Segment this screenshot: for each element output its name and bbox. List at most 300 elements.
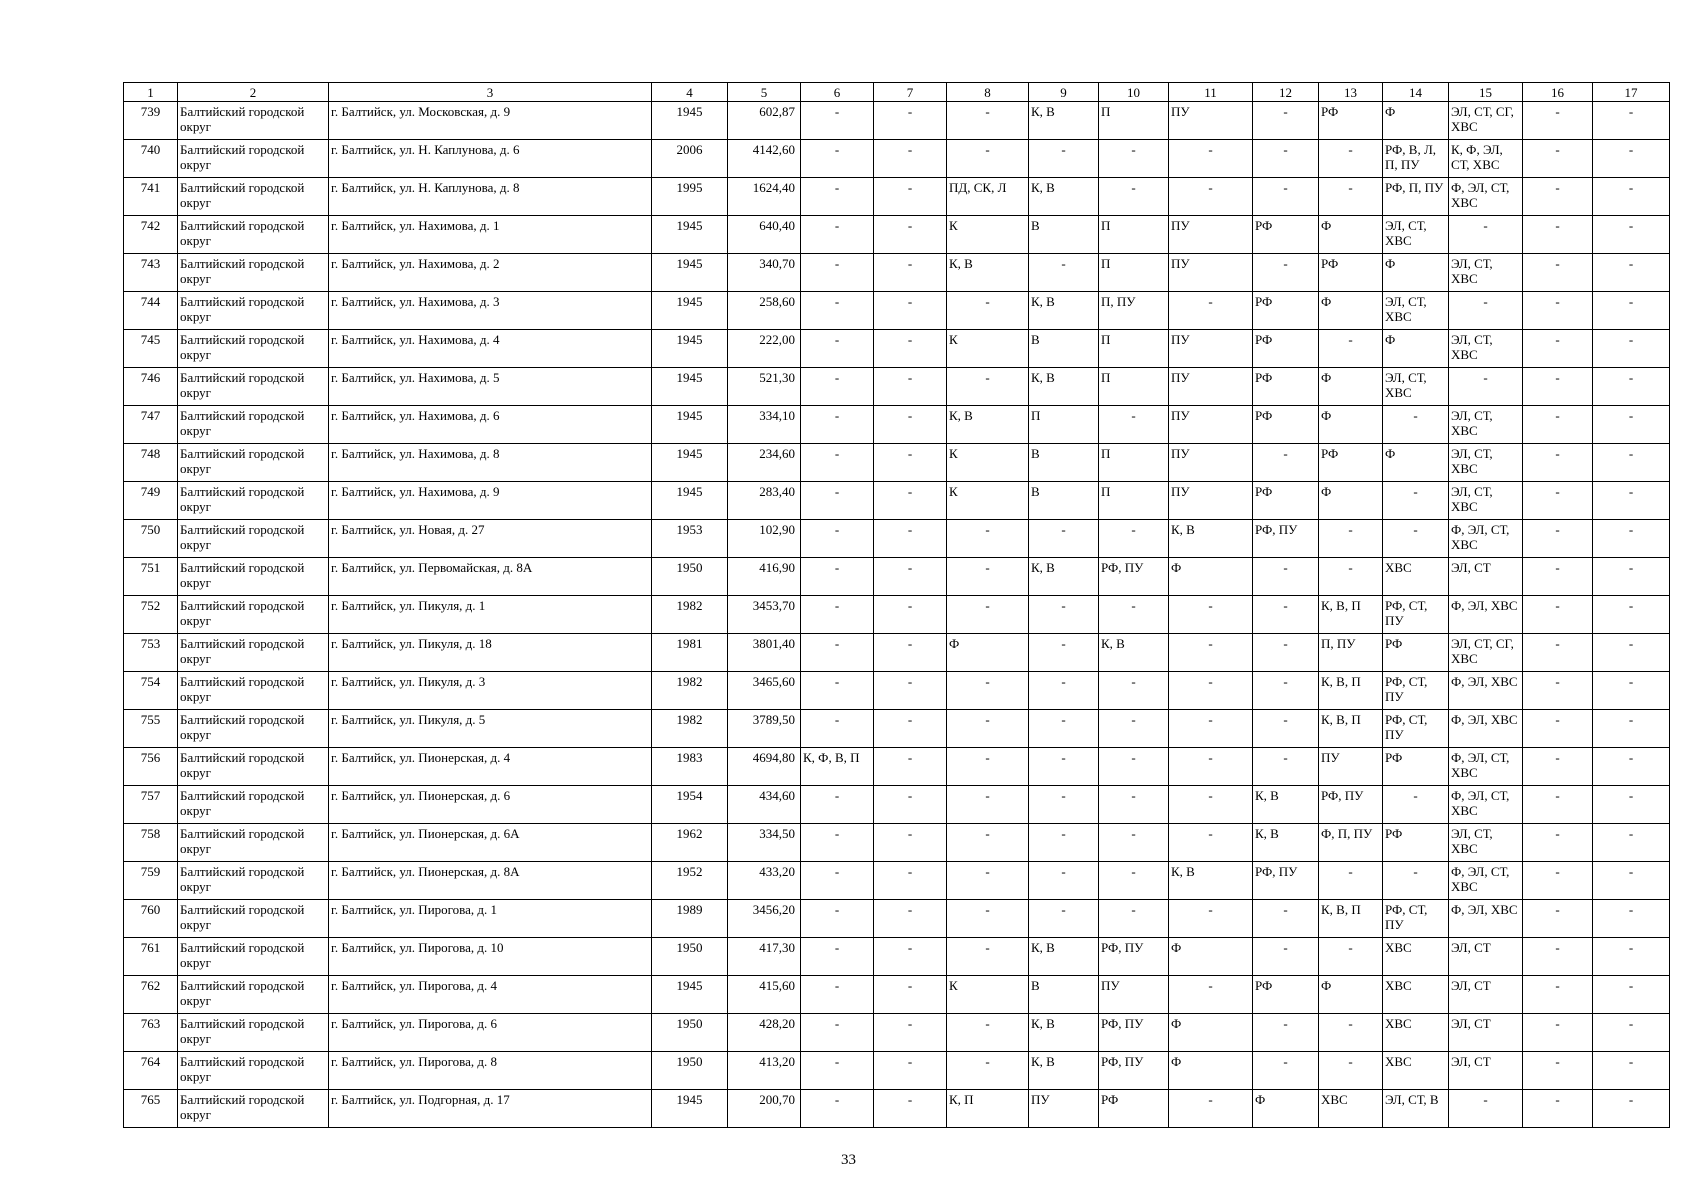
table-cell: - (801, 292, 874, 330)
table-cell: ХВС (1383, 938, 1449, 976)
table-cell: - (1523, 786, 1593, 824)
table-cell: - (1383, 482, 1449, 520)
table-cell: - (1169, 976, 1253, 1014)
table-cell: - (1523, 444, 1593, 482)
table-cell: - (947, 368, 1029, 406)
table-cell: 758 (124, 824, 178, 862)
table-cell: 1982 (652, 710, 728, 748)
table-cell: П (1029, 406, 1099, 444)
table-cell: - (1099, 900, 1169, 938)
table-cell: - (874, 330, 947, 368)
table-cell: - (801, 976, 874, 1014)
table-row (124, 254, 1670, 292)
table-cell: Ф (1319, 976, 1383, 1014)
table-cell: г. Балтийск, ул. Нахимова, д. 3 (329, 292, 652, 330)
table-cell: - (1523, 140, 1593, 178)
table-cell: - (1523, 862, 1593, 900)
table-cell: ЭЛ, СТ (1449, 1052, 1523, 1090)
table-row (124, 368, 1670, 406)
table-cell: Ф (1383, 330, 1449, 368)
table-cell: ЭЛ, СТ, ХВС (1383, 368, 1449, 406)
table-cell: - (1523, 824, 1593, 862)
table-cell: - (1593, 1052, 1670, 1090)
table-row (124, 862, 1670, 900)
table-cell: - (874, 482, 947, 520)
table-cell: - (1253, 102, 1319, 140)
table-cell: ЭЛ, СТ, СГ, ХВС (1449, 102, 1523, 140)
table-cell: - (1253, 140, 1319, 178)
table-cell: Балтийский городской округ (178, 330, 329, 368)
table-cell: РФ, ПУ (1099, 558, 1169, 596)
table-cell: г. Балтийск, ул. Нахимова, д. 9 (329, 482, 652, 520)
table-cell: - (1523, 102, 1593, 140)
table-cell: 1945 (652, 444, 728, 482)
table-cell: - (1029, 900, 1099, 938)
table-cell: 747 (124, 406, 178, 444)
table-cell: - (874, 710, 947, 748)
table-cell: - (801, 102, 874, 140)
table-row (124, 938, 1670, 976)
table-cell: К, В (1029, 102, 1099, 140)
table-cell: 750 (124, 520, 178, 558)
table-cell: - (1593, 558, 1670, 596)
table-cell: - (947, 786, 1029, 824)
table-cell: 1624,40 (728, 178, 801, 216)
table-cell: - (874, 178, 947, 216)
table-cell: - (1593, 102, 1670, 140)
table-cell: - (1253, 558, 1319, 596)
table-cell: - (1319, 140, 1383, 178)
table-cell: РФ, СТ, ПУ (1383, 900, 1449, 938)
table-cell: - (1449, 292, 1523, 330)
table-cell: 761 (124, 938, 178, 976)
table-cell: - (1029, 710, 1099, 748)
table-cell: - (1593, 672, 1670, 710)
table-cell: - (1029, 862, 1099, 900)
table-cell: - (1593, 292, 1670, 330)
table-cell: - (1029, 634, 1099, 672)
table-cell: 1950 (652, 1014, 728, 1052)
table-cell: - (1593, 482, 1670, 520)
table-cell: г. Балтийск, ул. Нахимова, д. 4 (329, 330, 652, 368)
table-cell: 757 (124, 786, 178, 824)
table-cell: 749 (124, 482, 178, 520)
table-cell: - (1383, 406, 1449, 444)
table-cell: РФ (1253, 406, 1319, 444)
table-cell: Ф (1383, 444, 1449, 482)
table-cell: 1950 (652, 558, 728, 596)
table-cell: Ф, ЭЛ, ХВС (1449, 596, 1523, 634)
table-cell: Балтийский городской округ (178, 900, 329, 938)
table-cell: 765 (124, 1090, 178, 1128)
table-cell: - (801, 178, 874, 216)
table-cell: В (1029, 444, 1099, 482)
table-cell: - (1099, 824, 1169, 862)
table-cell: г. Балтийск, ул. Нахимова, д. 5 (329, 368, 652, 406)
table-cell: - (1593, 254, 1670, 292)
table-cell: - (1099, 862, 1169, 900)
table-cell: - (1523, 406, 1593, 444)
column-number: 6 (801, 83, 874, 102)
table-cell: - (801, 900, 874, 938)
table-cell: Ф, ЭЛ, СТ, ХВС (1449, 748, 1523, 786)
table-cell: - (947, 520, 1029, 558)
table-cell: РФ (1383, 634, 1449, 672)
table-cell: ПУ (1169, 406, 1253, 444)
table-cell: 1945 (652, 330, 728, 368)
table-cell: - (801, 710, 874, 748)
table-cell: 1950 (652, 938, 728, 976)
table-cell: - (801, 444, 874, 482)
table-cell: - (1029, 824, 1099, 862)
table-cell: - (801, 1052, 874, 1090)
table-cell: - (1253, 672, 1319, 710)
table-cell: - (1449, 1090, 1523, 1128)
table-cell: РФ (1253, 482, 1319, 520)
table-cell: - (874, 748, 947, 786)
table-cell: 4694,80 (728, 748, 801, 786)
table-cell: К, В (1169, 520, 1253, 558)
table-cell: г. Балтийск, ул. Нахимова, д. 8 (329, 444, 652, 482)
table-cell: РФ, СТ, ПУ (1383, 596, 1449, 634)
table-row (124, 824, 1670, 862)
column-number: 12 (1253, 83, 1319, 102)
table-cell: Балтийский городской округ (178, 178, 329, 216)
table-cell: - (1099, 596, 1169, 634)
table-cell: - (874, 444, 947, 482)
table-cell: - (801, 672, 874, 710)
table-cell: 417,30 (728, 938, 801, 976)
table-cell: 640,40 (728, 216, 801, 254)
table-cell: 739 (124, 102, 178, 140)
table-cell: - (1169, 140, 1253, 178)
table-cell: г. Балтийск, ул. Подгорная, д. 17 (329, 1090, 652, 1128)
table-cell: - (1593, 596, 1670, 634)
table-cell: П (1099, 368, 1169, 406)
table-cell: К, В, П (1319, 900, 1383, 938)
table-cell: - (1253, 596, 1319, 634)
table-cell: К (947, 976, 1029, 1014)
table-cell: - (874, 292, 947, 330)
table-cell: Ф, ЭЛ, ХВС (1449, 900, 1523, 938)
table-row (124, 786, 1670, 824)
table-cell: 753 (124, 634, 178, 672)
table-cell: - (874, 862, 947, 900)
table-cell: - (1029, 254, 1099, 292)
table-cell: - (1593, 1090, 1670, 1128)
table-cell: ЭЛ, СТ, ХВС (1449, 406, 1523, 444)
table-cell: - (1099, 178, 1169, 216)
table-cell: 755 (124, 710, 178, 748)
table-cell: Балтийский городской округ (178, 710, 329, 748)
table-cell: - (1523, 558, 1593, 596)
table-cell: 1953 (652, 520, 728, 558)
table-cell: - (874, 596, 947, 634)
table-cell: ЭЛ, СТ, СГ, ХВС (1449, 634, 1523, 672)
table-cell: П (1099, 444, 1169, 482)
table-cell: - (1523, 216, 1593, 254)
table-cell: 762 (124, 976, 178, 1014)
table-cell: Балтийский городской округ (178, 862, 329, 900)
table-cell: 3789,50 (728, 710, 801, 748)
table-cell: г. Балтийск, ул. Пикуля, д. 5 (329, 710, 652, 748)
table-cell: - (947, 824, 1029, 862)
table-cell: - (801, 634, 874, 672)
table-cell: Ф (1169, 938, 1253, 976)
table-cell: К, В, П (1319, 672, 1383, 710)
table-cell: г. Балтийск, ул. Пирогова, д. 1 (329, 900, 652, 938)
table-cell: - (1593, 216, 1670, 254)
table-cell: - (1099, 710, 1169, 748)
table-cell: 752 (124, 596, 178, 634)
table-cell: - (1449, 368, 1523, 406)
table-cell: - (1383, 520, 1449, 558)
table-cell: - (801, 824, 874, 862)
table-row (124, 330, 1670, 368)
table-cell: - (1383, 862, 1449, 900)
table-cell: - (1029, 672, 1099, 710)
table-cell: г. Балтийск, ул. Пирогова, д. 10 (329, 938, 652, 976)
table-cell: 334,50 (728, 824, 801, 862)
table-cell: - (1593, 824, 1670, 862)
table-cell: - (1383, 786, 1449, 824)
table-cell: К (947, 482, 1029, 520)
table-cell: П, ПУ (1099, 292, 1169, 330)
table-cell: РФ (1319, 254, 1383, 292)
table-cell: - (1523, 596, 1593, 634)
column-number: 5 (728, 83, 801, 102)
table-cell: К, В (1029, 368, 1099, 406)
table-cell: В (1029, 216, 1099, 254)
table-cell: - (947, 1052, 1029, 1090)
table-cell: Ф (1169, 1014, 1253, 1052)
table-cell: 1945 (652, 216, 728, 254)
table-cell: Ф (947, 634, 1029, 672)
table-cell: РФ, В, Л, П, ПУ (1383, 140, 1449, 178)
table-cell: П (1099, 482, 1169, 520)
table-cell: 1945 (652, 368, 728, 406)
table-row (124, 1090, 1670, 1128)
table-cell: - (1593, 520, 1670, 558)
table-cell: ХВС (1319, 1090, 1383, 1128)
table-cell: - (1253, 634, 1319, 672)
table-cell: - (1593, 178, 1670, 216)
table-cell: ЭЛ, СТ (1449, 1014, 1523, 1052)
table-cell: - (947, 102, 1029, 140)
table-cell: Ф (1319, 292, 1383, 330)
table-cell: - (1523, 254, 1593, 292)
table-cell: РФ (1253, 976, 1319, 1014)
column-number: 3 (329, 83, 652, 102)
table-cell: г. Балтийск, ул. Новая, д. 27 (329, 520, 652, 558)
table-cell: - (874, 672, 947, 710)
table-cell: - (801, 368, 874, 406)
table-cell: - (1169, 748, 1253, 786)
table-cell: РФ, ПУ (1099, 938, 1169, 976)
table-cell: - (1523, 520, 1593, 558)
column-number: 16 (1523, 83, 1593, 102)
table-cell: - (1593, 368, 1670, 406)
table-cell: 1952 (652, 862, 728, 900)
table-cell: - (1523, 634, 1593, 672)
table-cell: - (1523, 672, 1593, 710)
table-cell: - (1593, 444, 1670, 482)
table-cell: ЭЛ, СТ, ХВС (1383, 216, 1449, 254)
table-cell: 1981 (652, 634, 728, 672)
table-cell: 1982 (652, 596, 728, 634)
table-cell: Балтийский городской округ (178, 216, 329, 254)
table-cell: ХВС (1383, 1052, 1449, 1090)
table-cell: - (1253, 710, 1319, 748)
column-number: 8 (947, 83, 1029, 102)
table-cell: г. Балтийск, ул. Московская, д. 9 (329, 102, 652, 140)
table-cell: - (1319, 330, 1383, 368)
table-cell: 746 (124, 368, 178, 406)
table-cell: - (1593, 330, 1670, 368)
table-cell: К, В, П (1319, 596, 1383, 634)
table-cell: ЭЛ, СТ (1449, 976, 1523, 1014)
column-number: 13 (1319, 83, 1383, 102)
table-cell: - (947, 1014, 1029, 1052)
table-cell: К, В, П (1319, 710, 1383, 748)
table-cell: Балтийский городской округ (178, 1014, 329, 1052)
table-cell: - (947, 900, 1029, 938)
table-cell: ЭЛ, СТ (1449, 938, 1523, 976)
table-cell: - (947, 558, 1029, 596)
table-cell: - (1319, 520, 1383, 558)
table-cell: К, Ф, ЭЛ, СТ, ХВС (1449, 140, 1523, 178)
table-cell: 3453,70 (728, 596, 801, 634)
table-cell: - (1523, 1014, 1593, 1052)
table-cell: - (1523, 938, 1593, 976)
table-cell: - (1169, 634, 1253, 672)
table-cell: РФ, ПУ (1253, 862, 1319, 900)
table-cell: 1945 (652, 406, 728, 444)
table-cell: - (801, 520, 874, 558)
table-cell: 1945 (652, 1090, 728, 1128)
column-number: 9 (1029, 83, 1099, 102)
table-cell: - (1029, 596, 1099, 634)
table-cell: 2006 (652, 140, 728, 178)
table-cell: 234,60 (728, 444, 801, 482)
table-cell: - (947, 140, 1029, 178)
table-cell: К, П (947, 1090, 1029, 1128)
table-cell: ЭЛ, СТ, ХВС (1449, 824, 1523, 862)
table-cell: - (874, 102, 947, 140)
table-cell: - (1523, 976, 1593, 1014)
table-cell: 1983 (652, 748, 728, 786)
table-cell: - (1523, 900, 1593, 938)
table-cell: - (801, 482, 874, 520)
table-cell: - (1319, 1014, 1383, 1052)
table-cell: 1945 (652, 102, 728, 140)
table-cell: ПУ (1319, 748, 1383, 786)
table-cell: г. Балтийск, ул. Пирогова, д. 8 (329, 1052, 652, 1090)
table-cell: ХВС (1383, 976, 1449, 1014)
table-cell: - (1523, 1090, 1593, 1128)
table-cell: - (947, 596, 1029, 634)
table-cell: 760 (124, 900, 178, 938)
table-cell: - (1593, 976, 1670, 1014)
table-cell: 222,00 (728, 330, 801, 368)
table-cell: Балтийский городской округ (178, 292, 329, 330)
table-cell: - (874, 1014, 947, 1052)
table-cell: 416,90 (728, 558, 801, 596)
table-cell: - (1523, 330, 1593, 368)
table-cell: г. Балтийск, ул. Пирогова, д. 6 (329, 1014, 652, 1052)
table-cell: - (1523, 292, 1593, 330)
table-cell: 413,20 (728, 1052, 801, 1090)
table-cell: - (1029, 520, 1099, 558)
table-cell: - (1253, 1052, 1319, 1090)
table-cell: - (874, 938, 947, 976)
table-cell: - (1593, 862, 1670, 900)
table-cell: - (801, 330, 874, 368)
table-cell: - (801, 1090, 874, 1128)
table-cell: В (1029, 976, 1099, 1014)
table-cell: - (801, 862, 874, 900)
table-cell: 763 (124, 1014, 178, 1052)
table-cell: - (1099, 672, 1169, 710)
table-cell: ЭЛ, СТ, ХВС (1449, 444, 1523, 482)
table-cell: - (1253, 178, 1319, 216)
table-row (124, 672, 1670, 710)
table-cell: - (1253, 938, 1319, 976)
table-cell: - (1593, 786, 1670, 824)
table-cell: П (1099, 102, 1169, 140)
table-cell: г. Балтийск, ул. Пирогова, д. 4 (329, 976, 652, 1014)
table-cell: - (1593, 634, 1670, 672)
column-number: 7 (874, 83, 947, 102)
table-cell: Ф (1383, 254, 1449, 292)
table-cell: Ф, ЭЛ, СТ, ХВС (1449, 862, 1523, 900)
table-cell: - (1169, 786, 1253, 824)
table-cell: 258,60 (728, 292, 801, 330)
table-cell: - (1523, 178, 1593, 216)
table-cell: Ф (1253, 1090, 1319, 1128)
table-cell: - (1099, 748, 1169, 786)
table-cell: - (1169, 178, 1253, 216)
column-number: 1 (124, 83, 178, 102)
capital-repair-table (123, 82, 1670, 1128)
table-cell: - (1253, 1014, 1319, 1052)
table-cell: 1995 (652, 178, 728, 216)
table-cell: - (874, 406, 947, 444)
table-cell: В (1029, 330, 1099, 368)
table-cell: РФ, П, ПУ (1383, 178, 1449, 216)
table-cell: 428,20 (728, 1014, 801, 1052)
table-cell: П (1099, 216, 1169, 254)
table-cell: - (801, 1014, 874, 1052)
table-cell: Ф (1169, 1052, 1253, 1090)
table-cell: 1962 (652, 824, 728, 862)
table-cell: - (947, 862, 1029, 900)
table-cell: - (1169, 596, 1253, 634)
table-cell: РФ (1253, 368, 1319, 406)
table-cell: - (801, 596, 874, 634)
table-cell: П, ПУ (1319, 634, 1383, 672)
table-cell: Ф (1319, 406, 1383, 444)
table-cell: - (874, 216, 947, 254)
table-cell: К, В (947, 254, 1029, 292)
table-cell: Балтийский городской округ (178, 102, 329, 140)
table-cell: К, В (1029, 1052, 1099, 1090)
table-cell: - (1169, 1090, 1253, 1128)
table-cell: РФ (1253, 330, 1319, 368)
table-cell: Ф, ЭЛ, СТ, ХВС (1449, 786, 1523, 824)
table-cell: РФ (1253, 292, 1319, 330)
table-cell: - (1523, 1052, 1593, 1090)
